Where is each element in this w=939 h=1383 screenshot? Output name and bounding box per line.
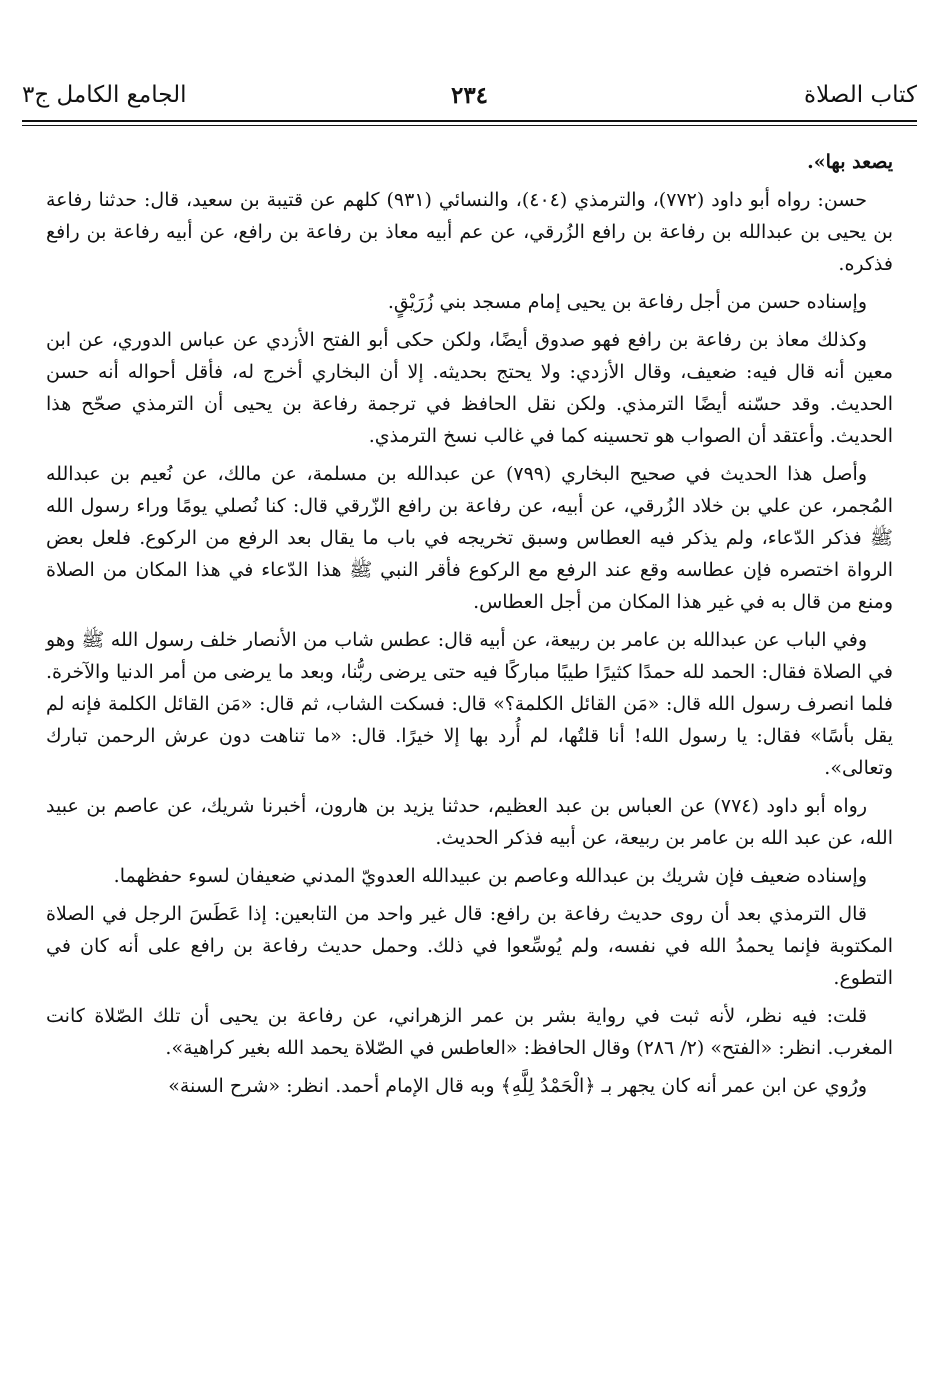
paragraph: وفي الباب عن عبدالله بن عامر بن ربيعة، عن أبيه قال: عطس شاب من الأنصار خلف رسول الله ﷺ وهو في الصلاة فقال: الحمد لله حمدًا كثيرًا طيبًا مباركًا فيه حتى يرضى ربُّنا، وبعد ما يرضى من أمر الدنيا والآخرة. فلما انصرف رسول الله قال: «مَن القائل الكلمة؟» قال: فسكت الشاب، ثم قال: «مَن القائل الكلمة فإنه لم يقل بأسًا» فقال: يا رسول الله! أنا قلتُها، لم أُرد بها إلا خيرًا. قال: «ما تناهت دون عرش الرحمن تبارك وتعالى». (46, 629, 893, 779)
page-body (46, 146, 893, 1108)
paragraph: وإسناده ضعيف فإن شريك بن عبدالله وعاصم بن عبيدالله العدويّ المدني ضعيفان لسوء حفظهما. (113, 865, 867, 887)
header-rule-thin (22, 125, 917, 126)
paragraph: قال الترمذي بعد أن روى حديث رفاعة بن رافع: قال غير واحد من التابعين: إذا عَطَسَ الرجل في الصلاة المكتوبة فإنما يحمدُ الله في نفسه، ولم يُوسِّعوا في ذلك. وحمل حديث رفاعة بن رافع على أنه كان في التطوع. (46, 903, 893, 989)
book-title: الجامع الكامل ج٣ (22, 82, 187, 108)
paragraph: وأصل هذا الحديث في صحيح البخاري (٧٩٩) عن عبدالله بن مسلمة، عن مالك، عن نُعيم بن عبدالله المُجمر، عن علي بن خلاد الزُرقي، عن أبيه، عن رفاعة بن رافع الزّرقي قال: كنا نُصلي يومًا وراء رسول الله ﷺ فذكر الدّعاء، ولم يذكر فيه العطاس وسبق تخريجه في باب ما يقال بعد الرفع من الركوع. فلعل بعض الرواة اختصره فإن عطاسه وقع عند الرفع مع الركوع فأقر النبي ﷺ هذا الدّعاء في هذا المكان من الصلاة ومنع من قال به في غير هذا المكان من أجل العطاس. (46, 463, 893, 613)
book-section-title: كتاب الصلاة (804, 82, 917, 108)
paragraph: حسن: رواه أبو داود (٧٧٢)، والترمذي (٤٠٤)، والنسائي (٩٣١) كلهم عن قتيبة بن سعيد، قال: حدثنا رفاعة بن يحيى بن عبدالله بن رفاعة بن رافع الزُرقي، عن عم أبيه معاذ بن رفاعة بن رافع، عن أبيه رفاعة بن رافع فذكره. (46, 189, 893, 275)
page-header (22, 78, 917, 118)
paragraph-continuation: يصعد بها». (807, 151, 893, 173)
paragraph: وإسناده حسن من أجل رفاعة بن يحيى إمام مسجد بني زُرَيْقٍ. (387, 291, 867, 313)
paragraph: ورُوي عن ابن عمر أنه كان يجهر بـ ﴿الْحَمْدُ لِلَّهِ﴾ وبه قال الإمام أحمد. انظر: «شرح السنة» (168, 1075, 867, 1097)
paragraph: وكذلك معاذ بن رفاعة بن رافع فهو صدوق أيضًا، ولكن حكى أبو الفتح الأزدي عن عباس الدوري، عن ابن معين أنه قال فيه: ضعيف، وقال الأزدي: ولا يحتج بحديثه. إلا أن البخاري أخرج له، فأقل أحواله أنه حسن الحديث. وقد حسّنه أيضًا الترمذي. ولكن نقل الحافظ في ترجمة رفاعة بن يحيى أن الترمذي صحّح هذا الحديث. وأعتقد أن الصواب هو تحسينه كما في غالب نسخ الترمذي. (46, 329, 893, 447)
page-number: ٢٣٤ (450, 82, 489, 109)
paragraph: رواه أبو داود (٧٧٤) عن العباس بن عبد العظيم، حدثنا يزيد بن هارون، أخبرنا شريك، عن عاصم بن عبيد الله، عن عبد الله بن عامر بن ربيعة، عن أبيه فذكر الحديث. (46, 795, 893, 849)
paragraph: قلت: فيه نظر، لأنه ثبت في رواية بشر بن عمر الزهراني، عن رفاعة بن يحيى أن تلك الصّلاة كانت المغرب. انظر: «الفتح» (٢/ ٢٨٦) وقال الحافظ: «العاطس في الصّلاة يحمد الله بغير كراهية». (46, 1005, 893, 1059)
header-rule-thick (22, 120, 917, 122)
